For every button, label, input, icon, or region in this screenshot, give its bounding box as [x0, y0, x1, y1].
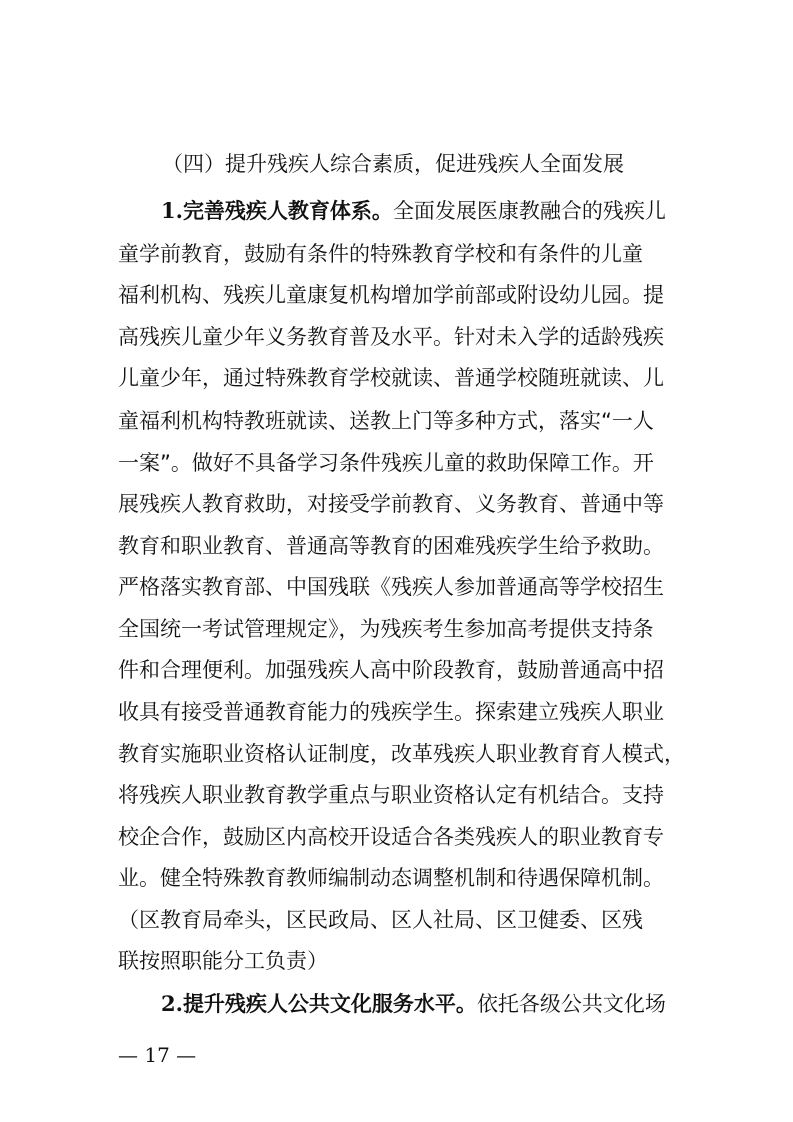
paragraph-line-text: 展残疾人教育救助，对接受学前教育、义务教育、普通中等 — [118, 492, 664, 516]
paragraph-line-text: 童学前教育，鼓励有条件的特殊教育学校和有条件的儿童 — [118, 242, 643, 266]
item1-number: 1. — [161, 198, 183, 223]
item2-first-line-rest: 依托各级公共文化场 — [476, 992, 666, 1016]
paragraph-line-text: 福利机构、残疾儿童康复机构增加学前部或附设幼儿园。提 — [118, 283, 664, 307]
paragraph-line-text: 校企合作，鼓励区内高校开设适合各类残疾人的职业教育专 — [118, 825, 664, 849]
paragraph-line-text: 收具有接受普通教育能力的残疾学生。探索建立残疾人职业 — [118, 700, 664, 724]
paragraph-line-text: 将残疾人职业教育教学重点与职业资格认定有机结合。支持 — [118, 783, 664, 807]
paragraph-line-text: 儿童少年，通过特殊教育学校就读、普通学校随班就读、儿 — [118, 366, 664, 390]
page-number: — 17 — — [118, 1043, 197, 1067]
paragraph-line-text: 联按照职能分工负责） — [118, 949, 328, 973]
item2-number: 2. — [161, 991, 183, 1016]
item2-title: 提升残疾人公共文化服务水平。 — [182, 992, 477, 1016]
paragraph-line-text: 童福利机构特教班就读、送教上门等多种方式，落实“一人 — [118, 409, 654, 433]
item1-title: 完善残疾人教育体系。 — [182, 199, 393, 223]
paragraph-line-text: 全国统一考试管理规定》，为残疾考生参加高考提供支持条 — [118, 617, 654, 641]
item1-first-line-rest: 全面发展医康教融合的残疾儿 — [392, 199, 666, 223]
item1-lead — [161, 197, 666, 225]
paragraph-line-text: 高残疾儿童少年义务教育普及水平。针对未入学的适龄残疾 — [118, 325, 664, 349]
item2-lead — [161, 990, 666, 1018]
paragraph-line-text: 严格落实教育部、中国残联《残疾人参加普通高等学校招生 — [118, 575, 664, 599]
paragraph-line-text: 教育实施职业资格认证制度，改革残疾人职业教育育人模式， — [118, 742, 685, 766]
section-heading-text: （四）提升残疾人综合素质，促进残疾人全面发展 — [162, 152, 624, 176]
paragraph-line-text: 业。健全特殊教育教师编制动态调整机制和待遇保障机制。 — [118, 866, 664, 890]
paragraph-line-text: 件和合理便利。加强残疾人高中阶段教育，鼓励普通高中招 — [118, 658, 664, 682]
paragraph-line-text: 一案”。做好不具备学习条件残疾儿童的救助保障工作。开 — [118, 451, 654, 475]
paragraph-line-text: （区教育局牵头，区民政局、区人社局、区卫健委、区残 — [118, 908, 643, 932]
paragraph-line-text: 教育和职业教育、普通高等教育的困难残疾学生给予救助。 — [118, 534, 664, 558]
